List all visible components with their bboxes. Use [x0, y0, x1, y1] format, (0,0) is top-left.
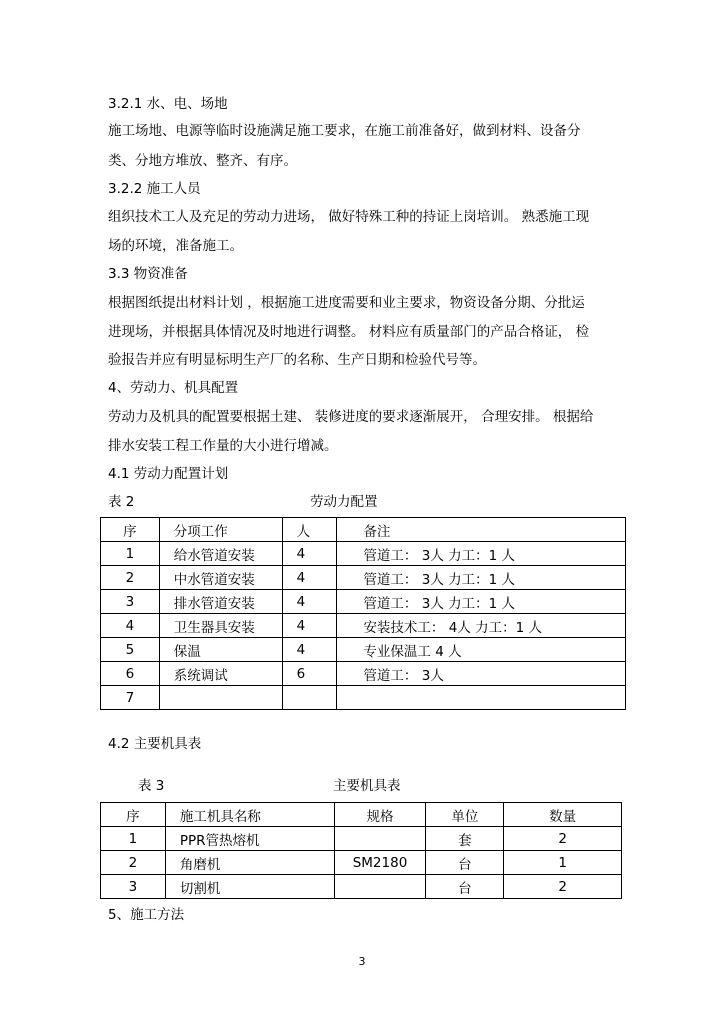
main-equipment-table [100, 802, 622, 899]
table-2-caption: 劳动力配置 [310, 494, 378, 510]
table-header-cell: 分项工作 [159, 518, 282, 542]
table-row [101, 686, 626, 710]
table-cell: 4 [282, 590, 337, 614]
section-5-title: 5、施工方法 [108, 907, 185, 923]
table-cell: 6 [101, 662, 160, 686]
table-cell: 套 [426, 827, 504, 851]
labor-allocation-table [100, 517, 626, 710]
table-header-cell: 数量 [504, 803, 622, 827]
table-row [101, 827, 622, 851]
table-3-label: 表 3 [138, 778, 165, 794]
table-cell: 切割机 [165, 875, 334, 899]
table-cell: SM2180 [334, 851, 426, 875]
table-cell: 管道工： 3人 力工：1 人 [337, 566, 626, 590]
table-row [101, 662, 626, 686]
table-cell: 2 [504, 827, 622, 851]
table-cell: 3 [101, 590, 160, 614]
table-header-cell: 单位 [426, 803, 504, 827]
table-cell: 3 [101, 875, 166, 899]
table-cell: 角磨机 [165, 851, 334, 875]
table-row [101, 614, 626, 638]
table-cell: 5 [101, 638, 160, 662]
table-cell [334, 875, 426, 899]
table-cell: 4 [101, 614, 160, 638]
table-cell: 4 [282, 566, 337, 590]
table-cell: 4 [282, 638, 337, 662]
table-cell: 管道工： 3人 [337, 662, 626, 686]
table-header-cell: 规格 [334, 803, 426, 827]
paragraph: 验报告并应有明显标明生产厂的名称、生产日期和检验代号等。 [108, 352, 486, 368]
paragraph: 排水安装工程工作量的大小进行增减。 [108, 438, 338, 454]
table-row [101, 851, 622, 875]
table-row [101, 542, 626, 566]
table-cell: 4 [282, 614, 337, 638]
paragraph: 劳动力及机具的配置要根据土建、 装修进度的要求逐渐展开， 合理安排。 根据给 [108, 409, 594, 425]
table-cell: 安装技术工： 4人 力工：1 人 [337, 614, 626, 638]
table-cell: 系统调试 [159, 662, 282, 686]
table-cell: 6 [282, 662, 337, 686]
table-cell [334, 827, 426, 851]
table-header-row [101, 518, 626, 542]
table-cell: 排水管道安装 [159, 590, 282, 614]
table-2-label: 表 2 [108, 494, 135, 510]
table-cell: 给水管道安装 [159, 542, 282, 566]
table-cell: 专业保温工 4 人 [337, 638, 626, 662]
table-header-cell: 施工机具名称 [165, 803, 334, 827]
table-cell: 台 [426, 875, 504, 899]
section-4-title: 4、劳动力、机具配置 [108, 380, 239, 396]
table-cell: 保温 [159, 638, 282, 662]
section-3-2-1-title: 3.2.1 水、电、场地 [108, 96, 228, 112]
table-cell: 2 [504, 875, 622, 899]
paragraph: 根据图纸提出材料计划 ，根据施工进度需要和业主要求，物资设备分期、分批运 [108, 295, 585, 311]
paragraph: 组织技术工人及充足的劳动力进场， 做好特殊工种的持证上岗培训。 熟悉施工现 [108, 209, 590, 225]
table-cell: 管道工： 3人 力工：1 人 [337, 590, 626, 614]
table-cell: 卫生器具安装 [159, 614, 282, 638]
table-cell: PPR管热熔机 [165, 827, 334, 851]
table-cell: 2 [101, 851, 166, 875]
table-row [101, 566, 626, 590]
paragraph: 场的环境，准备施工。 [108, 238, 243, 254]
table-cell: 1 [101, 542, 160, 566]
table-header-cell: 人 [282, 518, 337, 542]
table-cell: 4 [282, 542, 337, 566]
table-cell: 1 [101, 827, 166, 851]
paragraph: 进现场，并根据具体情况及时地进行调整。 材料应有质量部门的产品合格证， 检 [108, 324, 590, 340]
table-header-cell: 序 [101, 518, 160, 542]
paragraph: 类、分地方堆放、整齐、有序。 [108, 153, 297, 169]
table-cell: 中水管道安装 [159, 566, 282, 590]
table-cell: 管道工： 3人 力工：1 人 [337, 542, 626, 566]
table-header-cell: 备注 [337, 518, 626, 542]
table-cell: 1 [504, 851, 622, 875]
table-cell: 7 [101, 686, 160, 710]
table-header-row [101, 803, 622, 827]
section-4-1-title: 4.1 劳动力配置计划 [108, 466, 229, 482]
section-3-3-title: 3.3 物资准备 [108, 266, 188, 282]
table-cell [337, 686, 626, 710]
table-3-caption: 主要机具表 [333, 778, 401, 794]
table-cell: 台 [426, 851, 504, 875]
table-header-cell: 序 [101, 803, 166, 827]
table-cell [159, 686, 282, 710]
table-row [101, 638, 626, 662]
table-row [101, 590, 626, 614]
paragraph: 施工场地、电源等临时设施满足施工要求，在施工前准备好，做到材料、设备分 [108, 123, 581, 139]
table-row [101, 875, 622, 899]
table-cell: 2 [101, 566, 160, 590]
page-number: 3 [358, 955, 366, 968]
section-3-2-2-title: 3.2.2 施工人员 [108, 181, 201, 197]
section-4-2-title: 4.2 主要机具表 [108, 736, 202, 752]
table-cell [282, 686, 337, 710]
